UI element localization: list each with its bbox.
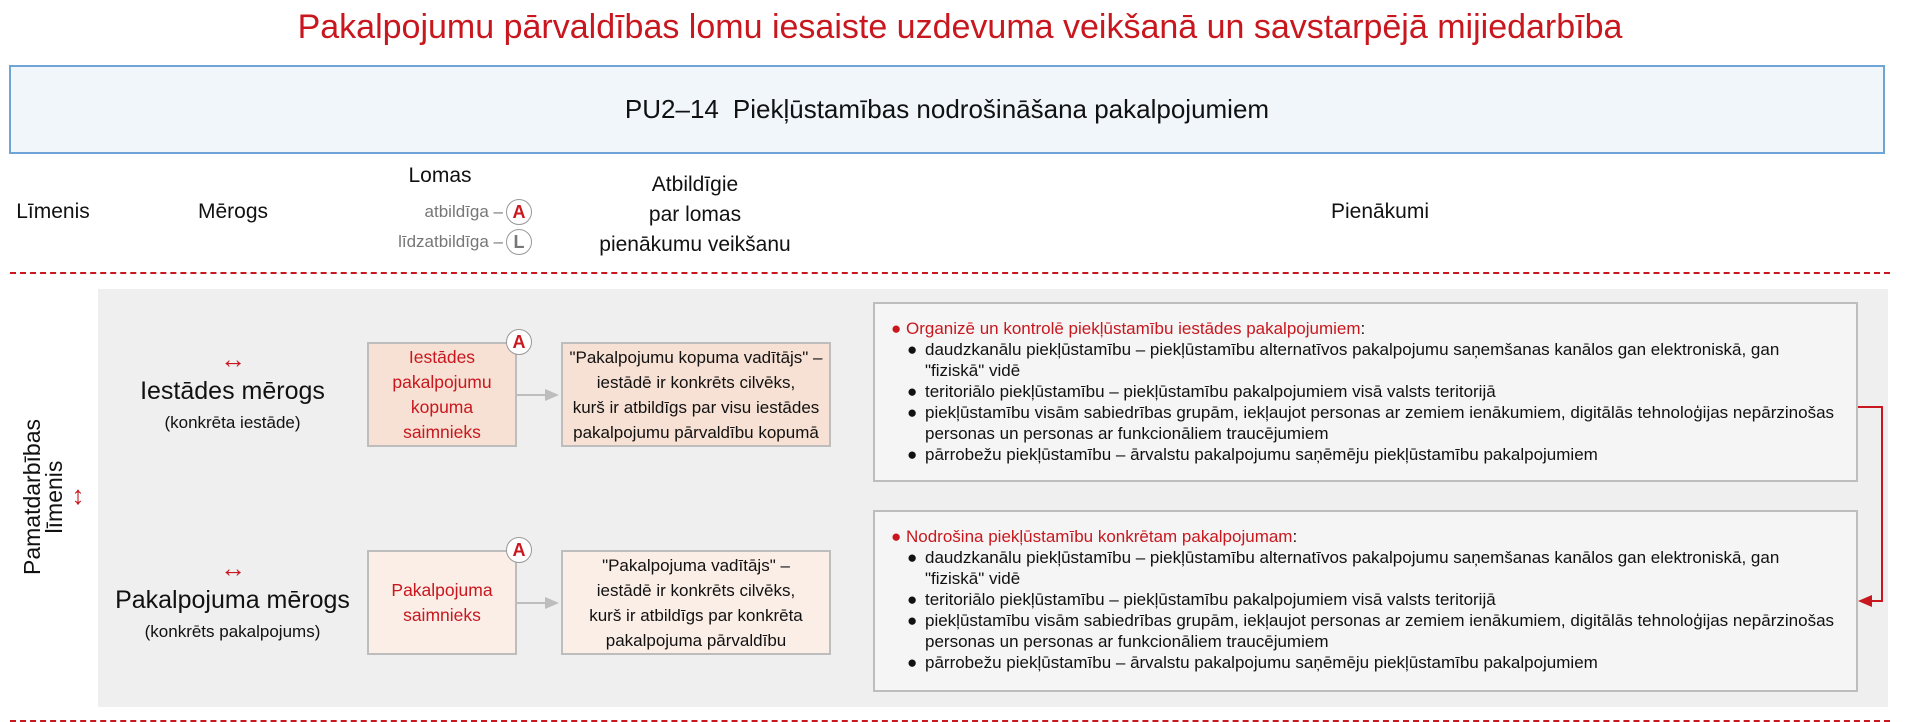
owner-line: pakalpojumu — [392, 371, 492, 392]
badge-l-icon: L — [506, 229, 532, 255]
header-level: Līmenis — [16, 200, 90, 223]
responsible-line: iestādē ir konkrēts cilvēks, — [596, 372, 796, 392]
responsible-line: kurš ir atbildīgs par konkrēta — [589, 605, 803, 625]
separator-top — [10, 272, 1890, 274]
owner-line: Pakalpojuma — [391, 579, 493, 600]
duties-list — [891, 547, 1840, 673]
level-label-line: līmenis — [41, 460, 67, 534]
header-responsible — [590, 170, 800, 260]
responsible-badge-icon: A — [506, 329, 532, 355]
legend-responsible-label: atbildīga – — [424, 202, 503, 221]
duties-heading-text: Organizē un kontrolē piekļūstamību iestādes pakalpojumiem — [906, 319, 1361, 338]
duties-link-arrow-icon — [1850, 395, 1890, 615]
duty-item: ● piekļūstamību visām sabiedrības grupām, iekļaujot personas ar zemiem ienākumiem, digitālās tehnoloģijas nepārzinošas personas un personas ar funkcionāliem traucējumiem — [925, 610, 1840, 652]
scale-subtitle-service: (konkrēts pakalpojums) — [144, 622, 321, 641]
responsible-line: iestādē ir konkrēts cilvēks, — [596, 580, 796, 600]
duties-box-institution — [873, 302, 1858, 482]
horizontal-arrow-icon: ↔ — [220, 344, 246, 374]
duty-item: ● teritoriālo piekļūstamību – piekļūstamību pakalpojumiem visā valsts teritorijā — [925, 381, 1840, 402]
responsible-line: "Pakalpojuma vadītājs" – — [602, 555, 790, 575]
scale-subtitle-institution: (konkrēta iestāde) — [164, 413, 301, 432]
owner-line: Iestādes — [408, 346, 476, 367]
header-scale: Mērogs — [197, 200, 269, 223]
duties-heading: ● Nodrošina piekļūstamību konkrētam pakalpojumam: — [891, 527, 1298, 546]
duties-box-service — [873, 510, 1858, 692]
duty-item: ● daudzkanālu piekļūstamību – piekļūstamību alternatīvos pakalpojumu saņemšanas kanālos gan elektroniskā, gan "fiziskā" vidē — [925, 547, 1840, 589]
owner-line: saimnieks — [403, 604, 481, 625]
task-name: Piekļūstamības nodrošināšana pakalpojumiem — [732, 94, 1270, 124]
duties-heading-text: Nodrošina piekļūstamību konkrētam pakalpojumam — [906, 527, 1293, 546]
owner-box-service — [367, 550, 517, 655]
badge-a-icon: A — [506, 199, 532, 225]
vertical-arrow-icon: ↕ — [71, 480, 85, 510]
responsible-line: "Pakalpojumu kopuma vadītājs" – — [569, 347, 823, 367]
duty-item: ● teritoriālo piekļūstamību – piekļūstamību pakalpojumiem visā valsts teritorijā — [925, 589, 1840, 610]
responsible-box-service — [561, 550, 831, 655]
task-code: PU2–14 — [624, 94, 719, 124]
duties-heading-colon: : — [1360, 319, 1366, 338]
duty-item: ● daudzkanālu piekļūstamību – piekļūstamību alternatīvos pakalpojumu saņemšanas kanālos gan elektroniskā, gan "fiziskā" vidē — [925, 339, 1840, 381]
horizontal-arrow-icon: ↔ — [220, 553, 246, 583]
task-banner — [9, 65, 1885, 154]
duty-item: ● pārrobežu piekļūstamību – ārvalstu pakalpojumu saņēmēju piekļūstamību pakalpojumiem — [925, 444, 1840, 465]
page-title: Pakalpojumu pārvaldības lomu iesaiste uzdevuma veikšanā un savstarpējā mijiedarbība — [297, 8, 1623, 46]
header-responsible-line: Atbildīgie — [651, 173, 739, 196]
header-roles: Lomas — [408, 164, 472, 187]
duty-item: ● piekļūstamību visām sabiedrības grupām, iekļaujot personas ar zemiem ienākumiem, digitālās tehnoloģijas nepārzinošas personas un personas ar funkcionāliem traucējumiem — [925, 402, 1840, 444]
level-label-line: Pamatdarbības — [19, 419, 45, 575]
duties-list — [891, 339, 1840, 465]
legend-responsible — [340, 199, 532, 225]
responsible-line: pakalpojuma pārvaldību — [605, 630, 787, 650]
responsible-box-institution — [561, 342, 831, 447]
duty-item: ● pārrobežu piekļūstamību – ārvalstu pakalpojumu saņēmēju piekļūstamību pakalpojumiem — [925, 652, 1840, 673]
owner-box-institution — [367, 342, 517, 447]
scale-title-service: Pakalpojuma mērogs — [115, 586, 350, 614]
scale-title-institution: Iestādes mērogs — [140, 377, 325, 405]
duties-heading-colon: : — [1292, 527, 1298, 546]
header-responsible-line: par lomas — [648, 203, 742, 226]
owner-line: saimnieks — [403, 421, 481, 442]
header-responsible-line: pienākumu veikšanu — [599, 233, 791, 256]
responsible-line: kurš ir atbildīgs par visu iestādes — [572, 397, 820, 417]
responsible-badge-icon: A — [506, 537, 532, 563]
connector-arrow-icon — [517, 595, 561, 611]
responsible-line: pakalpojumu pārvaldību kopumā — [573, 422, 819, 442]
connector-arrow-icon — [517, 387, 561, 403]
legend-coresponsible — [340, 229, 532, 255]
header-duties: Pienākumi — [1330, 200, 1430, 223]
duties-heading: ● Organizē un kontrolē piekļūstamību iestādes pakalpojumiem: — [891, 319, 1366, 338]
legend-coresponsible-label: līdzatbildīga – — [398, 232, 503, 251]
owner-line: kopuma — [410, 396, 474, 417]
